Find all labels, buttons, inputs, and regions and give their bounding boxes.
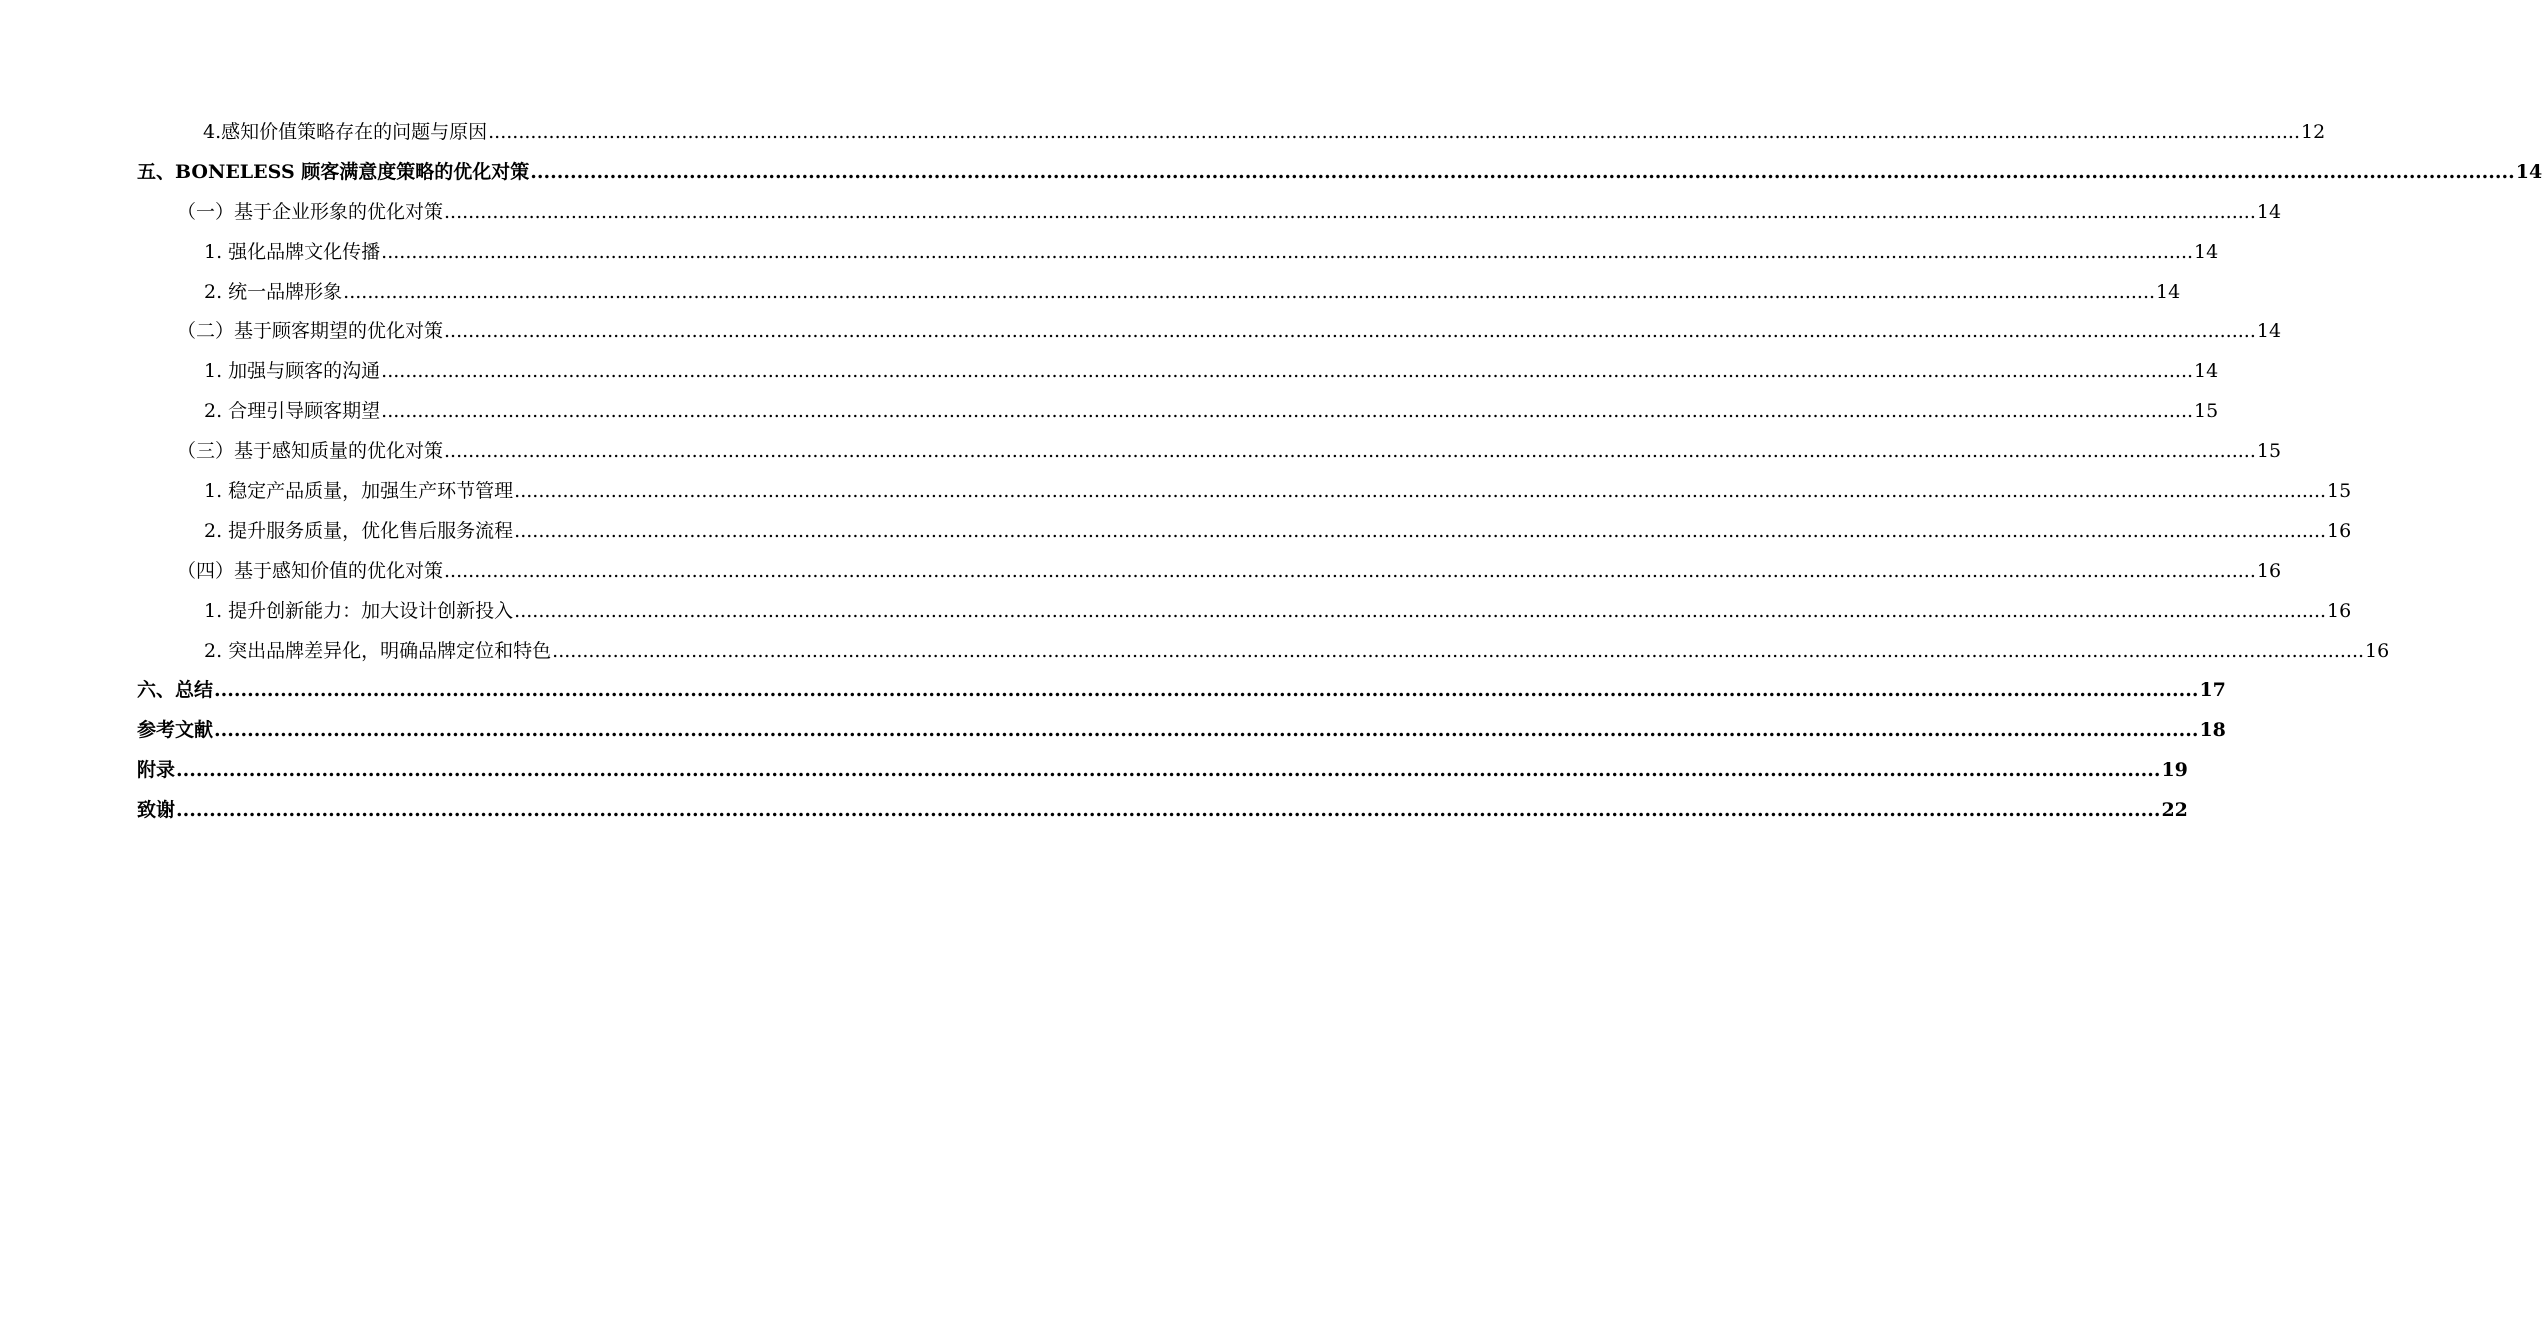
toc-entry[interactable] [137, 316, 2282, 356]
toc-dot-leader: ............................................................................................................................................................................................................................................................................................................ [444, 440, 2256, 463]
toc-dot-leader: ............................................................................................................................................................................................................................................................................................................ [514, 599, 2327, 622]
toc-entry-label: 4.感知价值策略存在的问题与原因 [203, 121, 488, 143]
toc-entry[interactable] [137, 556, 2282, 596]
toc-dot-leader: ............................................................................................................................................................................................................................................................................................................ [381, 360, 2194, 383]
toc-entry-page: 18 [2199, 719, 2226, 742]
toc-entry-label: 五、BONELESS 顾客满意度策略的优化对策 [137, 160, 530, 183]
toc-entry-page: 15 [2256, 440, 2282, 463]
toc-entry[interactable] [137, 157, 2542, 197]
toc-dot-leader: ............................................................................................................................................................................................................................................................................................................ [444, 320, 2256, 343]
toc-entry[interactable] [137, 715, 2226, 755]
toc-dot-leader: ............................................................................................................................................................................................................................................................................................................ [444, 559, 2256, 582]
toc-entry[interactable] [137, 476, 2352, 516]
toc-entry-page: 22 [2161, 799, 2188, 822]
toc-dot-leader: ............................................................................................................................................................................................................................................................................................................ [552, 639, 2365, 662]
toc-entry[interactable] [137, 197, 2282, 237]
toc-dot-leader: ............................................................................................................................................................................................................................................................................................................ [176, 799, 2161, 822]
toc-entry[interactable] [137, 237, 2219, 277]
toc-entry-label: （四）基于感知价值的优化对策 [177, 559, 444, 582]
toc-entry-label: 1. 强化品牌文化传播 [204, 240, 381, 263]
toc-entry[interactable] [137, 795, 2188, 835]
toc-entry-page: 16 [2365, 639, 2390, 662]
toc-entry[interactable] [137, 675, 2226, 715]
toc-entry-label: （一）基于企业形象的优化对策 [177, 200, 444, 223]
toc-entry-page: 14 [2256, 320, 2282, 343]
toc-entry-page: 14 [2156, 280, 2181, 303]
toc-entry[interactable] [137, 596, 2352, 636]
toc-dot-leader: ............................................................................................................................................................................................................................................................................................................ [444, 200, 2256, 223]
toc-entry-page: 14 [2256, 200, 2282, 223]
toc-dot-leader: ............................................................................................................................................................................................................................................................................................................ [214, 679, 2199, 702]
toc-entry-page: 15 [2194, 400, 2219, 423]
toc-entry-label: （二）基于顾客期望的优化对策 [177, 320, 444, 343]
toc-dot-leader: ............................................................................................................................................................................................................................................................................................................ [176, 759, 2161, 782]
toc-dot-leader: ............................................................................................................................................................................................................................................................................................................ [530, 160, 2515, 183]
toc-entry-page: 16 [2327, 599, 2352, 622]
toc-dot-leader: ............................................................................................................................................................................................................................................................................................................ [381, 240, 2194, 263]
toc-entry-page: 16 [2256, 559, 2282, 582]
toc-dot-leader: ............................................................................................................................................................................................................................................................................................................ [514, 519, 2327, 542]
toc-entry-page: 14 [2194, 240, 2219, 263]
toc-entry[interactable] [137, 755, 2188, 795]
toc-dot-leader: ............................................................................................................................................................................................................................................................................................................ [514, 480, 2327, 503]
toc-entry[interactable] [137, 396, 2219, 436]
toc-entry-label: 致谢 [137, 799, 176, 822]
toc-entry-label: 附录 [137, 759, 176, 782]
toc-entry-label: 2. 突出品牌差异化，明确品牌定位和特色 [204, 639, 552, 662]
toc-entry-page: 12 [2301, 121, 2326, 143]
table-of-contents [137, 117, 2542, 835]
toc-entry[interactable] [137, 117, 2326, 157]
toc-entry-label: 2. 合理引导顾客期望 [204, 400, 381, 423]
toc-entry-page: 14 [2515, 160, 2542, 183]
toc-dot-leader: ............................................................................................................................................................................................................................................................................................................ [381, 400, 2194, 423]
toc-entry-label: 参考文献 [137, 719, 214, 742]
toc-entry-page: 19 [2161, 759, 2188, 782]
toc-entry-label: 1. 稳定产品质量，加强生产环节管理 [204, 480, 514, 503]
toc-dot-leader: ............................................................................................................................................................................................................................................................................................................ [488, 121, 2301, 143]
toc-entry-label: 2. 统一品牌形象 [204, 280, 343, 303]
toc-entry[interactable] [137, 636, 2390, 676]
toc-entry-page: 17 [2199, 679, 2226, 702]
toc-entry-page: 15 [2327, 480, 2352, 503]
toc-entry-label: 1. 加强与顾客的沟通 [204, 360, 381, 383]
toc-entry-label: 2. 提升服务质量，优化售后服务流程 [204, 519, 514, 542]
toc-entry[interactable] [137, 436, 2282, 476]
toc-entry-page: 16 [2327, 519, 2352, 542]
toc-entry-label: 1. 提升创新能力：加大设计创新投入 [204, 599, 514, 622]
toc-entry[interactable] [137, 516, 2352, 556]
toc-entry-page: 14 [2194, 360, 2219, 383]
toc-entry-label: （三）基于感知质量的优化对策 [177, 440, 444, 463]
toc-entry[interactable] [137, 356, 2219, 396]
toc-entry[interactable] [137, 277, 2181, 317]
toc-dot-leader: ............................................................................................................................................................................................................................................................................................................ [343, 280, 2156, 303]
toc-dot-leader: ............................................................................................................................................................................................................................................................................................................ [214, 719, 2199, 742]
toc-entry-label: 六、总结 [137, 679, 214, 702]
